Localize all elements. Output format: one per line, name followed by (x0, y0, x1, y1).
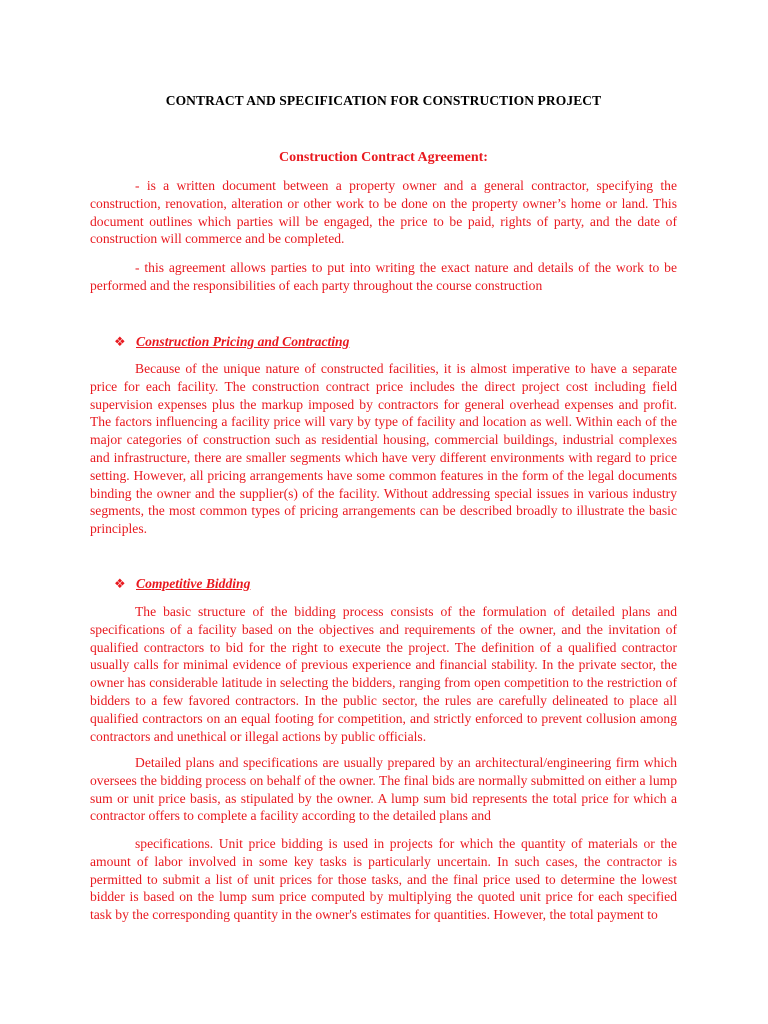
diamond-bullet-icon: ❖ (114, 335, 126, 350)
subsection-heading-label: Construction Pricing and Contracting (136, 334, 350, 349)
subsection-heading-pricing (114, 333, 349, 352)
section-heading: Construction Contract Agreement: (279, 150, 488, 165)
body-paragraph: Detailed plans and specifications are usually prepared by an architectural/engineering firm which oversees the bidding process on behalf of the owner. The final bids are normally submitted on either a lump sum or unit price basis, as stipulated by the owner. A lump sum bid represents the total price for which a contractor offers to complete a facility according to the detailed plans and (90, 755, 677, 824)
document-title: CONTRACT AND SPECIFICATION FOR CONSTRUCTION PROJECT (165, 93, 602, 108)
body-paragraph: The basic structure of the bidding process consists of the formulation of detailed plans and specifications of a facility based on the objectives and requirements of the owner, and the invitation of qualified contractors to bid for the right to execute the project. The definition of a qualified contractor usually calls for minimal evidence of previous experience and financial stability. In the private sector, the owner has considerable latitude in selecting the bidders, ranging from open competition to the restriction of bidders to a few favored contractors. In the public sector, the rules are carefully delineated to place all qualified contractors on an equal footing for competition, and strictly enforced to prevent collusion among contractors and unethical or illegal actions by public officials. (90, 604, 677, 744)
subsection-heading-label: Competitive Bidding (136, 576, 251, 591)
body-paragraph: Because of the unique nature of constructed facilities, it is almost imperative to have a separate price for each facility. The construction contract price includes the direct project cost including field supervision expenses plus the markup imposed by contractors for general overhead expenses and profit. The factors influencing a facility price will vary by type of facility and location as well. Within each of the major categories of construction such as residential housing, commercial buildings, industrial complexes and infrastructure, there are smaller segments which have very different environments with regard to price setting. However, all pricing arrangements have some common features in the form of the legal documents binding the owner and the supplier(s) of the facility. Without addressing special issues in various industry segments, the most common types of pricing arrangements can be described broadly to illustrate the basic principles. (90, 361, 677, 537)
subsection-heading-bidding (114, 575, 250, 594)
intro-paragraph: - is a written document between a property owner and a general contractor, specifying the construction, renovation, alteration or other work to be done on the property owner’s home or land. This document outlines which parties will be engaged, the price to be paid, rights of party, and the date of construction will commerce and be completed. (90, 178, 677, 247)
diamond-bullet-icon: ❖ (114, 577, 126, 592)
intro-paragraph: - this agreement allows parties to put into writing the exact nature and details of the work to be performed and the responsibilities of each party throughout the course construction (90, 260, 677, 293)
body-paragraph: specifications. Unit price bidding is used in projects for which the quantity of materials or the amount of labor involved in some key tasks is particularly uncertain. In such cases, the contractor is permitted to submit a list of unit prices for those tasks, and the final price used to determine the lowest bidder is based on the lump sum price computed by multiplying the quoted unit price for each specified task by the corresponding quantity in the owner's estimates for quantities. However, the total payment to (90, 836, 677, 923)
